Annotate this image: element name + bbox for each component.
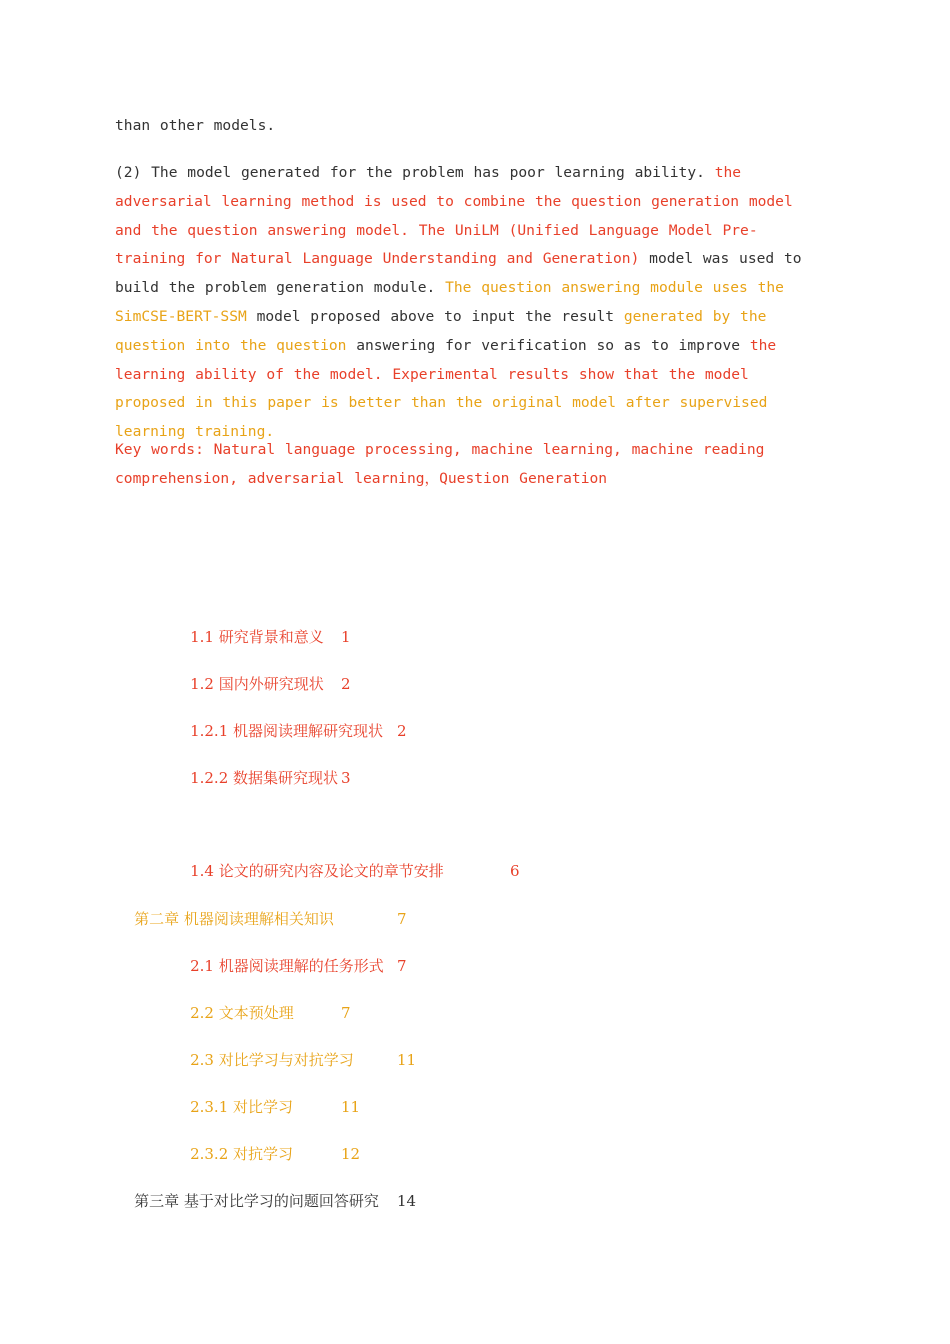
toc-entry-page: 12 <box>341 1145 361 1163</box>
toc-entry-page: 7 <box>397 957 407 975</box>
abstract-p2-s8: the learning ability of the model. Experimental results show that the model <box>115 336 777 383</box>
abstract-p2-s9: proposed in this paper is better than the original model after supervised learning training. <box>115 394 768 441</box>
abstract-p2-s3: model was used to build the problem generation module. <box>115 250 802 297</box>
toc-entry-page: 11 <box>397 1051 417 1069</box>
toc-entry-title: 1.2.2 数据集研究现状 <box>190 769 339 787</box>
abstract-p2-s1: (2) The model generated for the problem has poor learning ability. <box>115 164 715 181</box>
toc-entry-page: 1 <box>341 628 351 646</box>
keywords-line-2: comprehension, adversarial learning，Question Generation <box>115 469 608 487</box>
abstract-paragraph-2 <box>115 159 825 447</box>
toc-entry[interactable] <box>171 748 351 808</box>
abstract-p2-s7: answering for verification so as to improve <box>346 336 750 354</box>
keywords-block <box>115 436 825 494</box>
abstract-p2-s6: generated by the question into the question <box>115 307 767 354</box>
toc-entry-page: 7 <box>341 1004 351 1022</box>
toc-entry-page: 11 <box>341 1098 361 1116</box>
abstract-line-0: than other models. <box>115 117 276 134</box>
toc-entry-title: 2.3 对比学习与对抗学习 <box>190 1051 354 1069</box>
toc-entry-title: 1.4 论文的研究内容及论文的章节安排 <box>190 862 444 880</box>
toc-entry-title: 1.1 研究背景和意义 <box>190 628 324 646</box>
toc-entry-title: 1.2.1 机器阅读理解研究现状 <box>190 722 384 740</box>
toc-entry-title: 1.2 国内外研究现状 <box>190 675 324 693</box>
toc-entry-page: 6 <box>510 862 520 880</box>
toc-entry-title: 第三章 基于对比学习的问题回答研究 <box>134 1192 379 1210</box>
toc-entry-page: 3 <box>341 769 351 787</box>
toc-entry-title: 2.1 机器阅读理解的任务形式 <box>190 957 384 975</box>
toc-entry-title: 2.3.1 对比学习 <box>190 1098 294 1116</box>
toc-entry-title: 2.3.2 对抗学习 <box>190 1145 294 1163</box>
keywords-line-1: Key words: Natural language processing, machine learning, machine reading <box>115 441 765 458</box>
abstract-p2-s5: model proposed above to input the result <box>246 307 624 325</box>
toc-entry-title: 2.2 文本预处理 <box>190 1004 294 1022</box>
toc-entry-page: 2 <box>397 722 407 740</box>
toc-entry-page: 14 <box>397 1192 417 1210</box>
abstract-tail-line <box>115 112 825 141</box>
toc-entry-page: 2 <box>341 675 351 693</box>
toc-entry-title: 第二章 机器阅读理解相关知识 <box>134 910 334 928</box>
abstract-p2-s4: The question answering module uses the SimCSE-BERT-SSM <box>115 279 784 325</box>
toc-chapter[interactable] <box>115 1171 417 1231</box>
toc-entry-page: 7 <box>397 910 407 928</box>
abstract-p2-s2: the adversarial learning method is used to combine the question generation model and the question answering model. The UniLM (Unified Language Model Pre-training for Natural Language Understanding and Generation) <box>115 164 793 268</box>
